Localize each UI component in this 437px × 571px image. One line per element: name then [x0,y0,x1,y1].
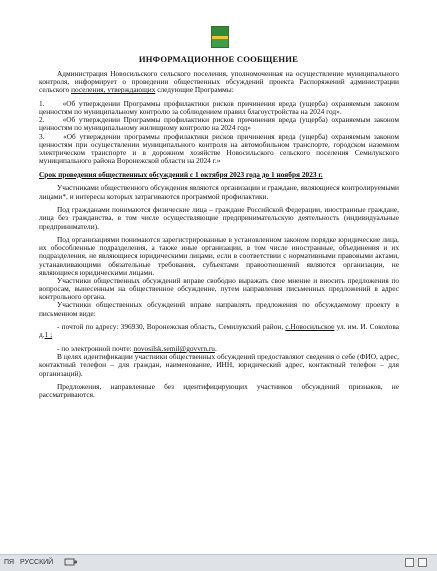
intro-link: поселения, утверждающих [71,85,156,95]
web-layout-icon[interactable] [418,558,427,567]
email-line: - по электронной почте: novosilsk.semil@govvrn.ru. [57,344,217,354]
house-number: 1 ; [44,330,53,340]
language-indicator[interactable]: РУССКИЙ [20,559,54,566]
document-title: ИНФОРМАЦИОННОЕ СООБЩЕНИЕ [138,54,299,64]
written-proposals-paragraph: Участники общественных обсуждений вправе направлять предложения по обсуждаемому проекту в письменном виде: [39,300,399,318]
program-item-2: 2. «Об утверждении Программы профилактики рисков причинения вреда (ущерба) охраняемым законом ценностям по муниципальному жилищному контролю на 2024 год» [39,115,399,133]
discussion-period: Срок проведения общественных обсуждений с 1 октября 2023 года до 1 ноября 2023 г. [39,169,323,179]
rights-paragraph: Участники общественных обсуждений вправе свободно выражать свое мнение и вносить предложения по вопросам, вынесенным на общественное обсуждение, путем направления письменных предложений в адрес контрольного органа. [39,275,399,302]
document-body [39,70,399,399]
email-link[interactable]: novosilsk.semil@govvrn.ru [133,344,215,354]
anonymous-paragraph: Предложения, направленные без идентифицирующих участников обсуждений признаков, не рассматриваются. [39,382,399,400]
status-bar [0,554,437,571]
organizations-paragraph: Под организациями понимаются зарегистрированные в установленном законом порядке юридические лица, их обособленные подразделения, а также иные организации, в том числе иностранные, объединения и их подразделения, не являющиеся юридическими лицами, если в соответствии с нормативными правовыми актами, устанавливающими обязательные требования, субъектами правоотношений являются организации, не являющиеся юридическими лицами. [39,235,399,277]
page-indicator[interactable]: ПЯ [4,559,15,566]
participants-paragraph: Участниками общественного обсуждения являются организации и граждане, являющиеся контролируемыми лицами*, и интересы которых затрагиваются программой профилактики. [39,183,399,201]
program-item-1: 1. «Об утверждении Программы профилактики рисков причинения вреда (ущерба) охраняемым законом ценностям по муниципальному контролю за соблюдением правил благоустройства на 2024 год». [39,98,399,117]
print-layout-icon[interactable] [405,558,414,567]
program-item-3: 3. «Об утверждении программы профилактики рисков причинения вреда (ущерба) охраняемым законом ценностям при осуществлении муниципального контроля на автомобильном транспорте, городском наземном электрическом транспорте и в дорожном хозяйстве Новосильского сельского поселения Семилукского муниципального района Воронежской области на 2024 г.» [39,131,399,166]
macro-record-icon[interactable] [64,557,78,567]
identification-paragraph: В целях идентификации участники общественных обсуждений предоставляют сведения о себе (ФИО, адрес, контактный телефон – для граждан, наименование, ИНН, юридический адрес, контактный телефон – для организаций). [39,352,399,378]
citizens-paragraph: Под гражданами понимаются физические лица – граждане Российской Федерации, иностранные граждане, лица без гражданства, в том числе осуществляющие предпринимательскую деятельность (индивидуальные предприниматели). [39,205,399,231]
postal-address: - почтой по адресу: 396930, Воронежская область, Семилукский район, с.Новосильское ул. им. И. Соколова д.1 ; [39,322,399,340]
village-name: с.Новосильское [285,322,335,332]
intro-paragraph: Администрация Новосильского сельского поселения, уполномоченная на осуществление муниципального контроля, информирует о проведении общественных обсуждений проекта Распоряжений администрации сельского поселения, утверждающих следующие Программы: [39,69,399,95]
coat-of-arms-icon [211,26,229,48]
